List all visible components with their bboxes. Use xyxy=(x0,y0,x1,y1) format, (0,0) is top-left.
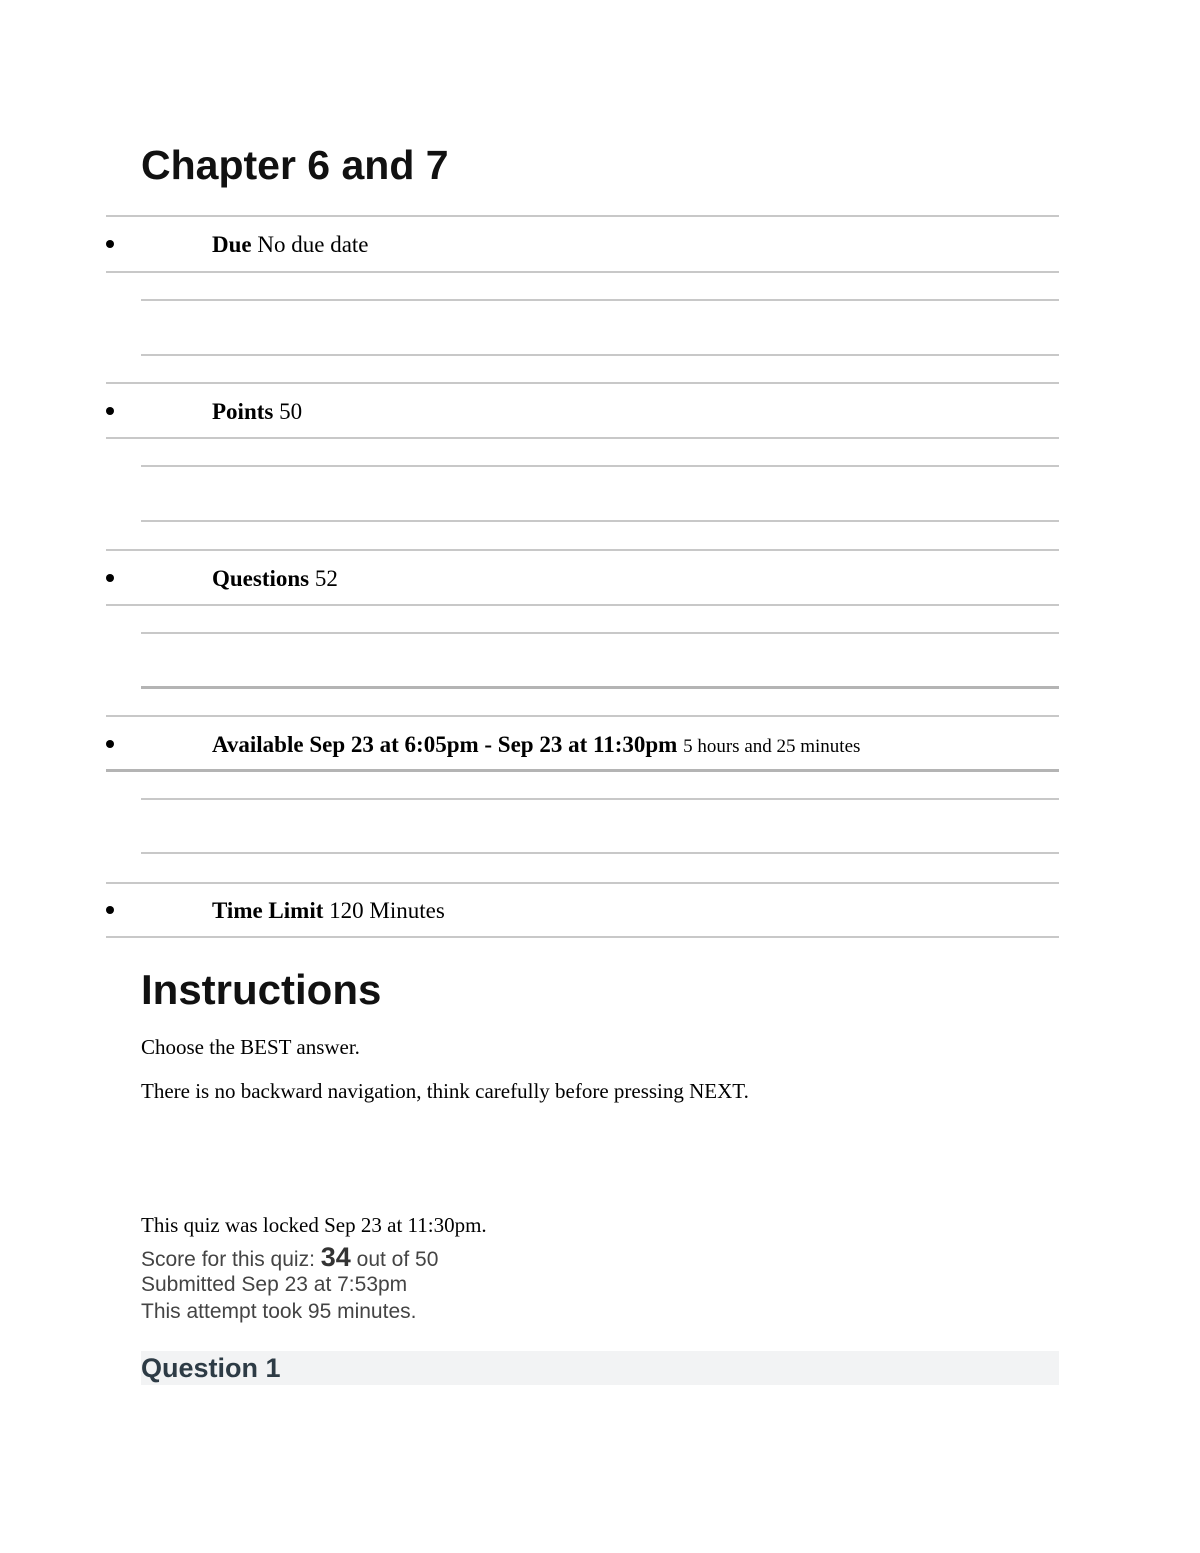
score-label: Score for this quiz: xyxy=(141,1248,315,1271)
locked-notice: This quiz was locked Sep 23 at 11:30pm. xyxy=(141,1213,487,1237)
question-title: Question 1 xyxy=(141,1353,281,1383)
page-title: Chapter 6 and 7 xyxy=(141,142,449,188)
detail-value: No due date xyxy=(257,232,369,257)
detail-value: 120 Minutes xyxy=(329,898,445,923)
detail-questions xyxy=(106,554,1059,604)
divider xyxy=(106,437,1059,439)
divider xyxy=(106,215,1059,217)
divider xyxy=(141,686,1059,689)
divider xyxy=(141,465,1059,467)
score-value: 34 xyxy=(320,1242,351,1272)
instructions-paragraph: There is no backward navigation, think carefully before pressing NEXT. xyxy=(141,1079,749,1103)
question-header xyxy=(141,1351,1059,1385)
bullet-icon xyxy=(106,240,114,248)
detail-label: Available xyxy=(212,732,304,757)
submitted-text: Submitted Sep 23 at 7:53pm xyxy=(141,1273,408,1296)
divider xyxy=(106,882,1059,884)
score-out-of: out of 50 xyxy=(356,1248,439,1271)
detail-value: Sep 23 at 6:05pm - Sep 23 at 11:30pm xyxy=(309,732,678,757)
bullet-icon xyxy=(106,574,114,582)
divider xyxy=(106,936,1059,938)
divider xyxy=(106,715,1059,717)
bullet-icon xyxy=(106,906,114,914)
divider xyxy=(141,520,1059,522)
detail-label: Time Limit xyxy=(212,898,324,923)
divider xyxy=(106,382,1059,384)
bullet-icon xyxy=(106,407,114,415)
divider xyxy=(106,271,1059,273)
attempt-duration: This attempt took 95 minutes. xyxy=(141,1300,417,1323)
detail-available xyxy=(106,720,1059,770)
detail-label: Due xyxy=(212,232,252,257)
divider xyxy=(141,354,1059,356)
detail-points xyxy=(106,387,1059,437)
detail-due xyxy=(106,220,1059,270)
detail-value: 50 xyxy=(279,399,303,424)
detail-time-limit xyxy=(106,886,1059,936)
score-line xyxy=(141,1243,438,1274)
divider xyxy=(106,604,1059,606)
detail-label: Points xyxy=(212,399,274,424)
divider xyxy=(141,798,1059,800)
detail-duration: 5 hours and 25 minutes xyxy=(683,736,861,757)
bullet-icon xyxy=(106,740,114,748)
detail-label: Questions xyxy=(212,566,310,591)
detail-value: 52 xyxy=(314,566,338,591)
divider xyxy=(106,549,1059,551)
divider xyxy=(141,299,1059,301)
divider xyxy=(141,852,1059,854)
instructions-paragraph: Choose the BEST answer. xyxy=(141,1035,360,1059)
instructions-heading: Instructions xyxy=(141,966,382,1013)
divider xyxy=(106,769,1059,772)
divider xyxy=(141,632,1059,634)
